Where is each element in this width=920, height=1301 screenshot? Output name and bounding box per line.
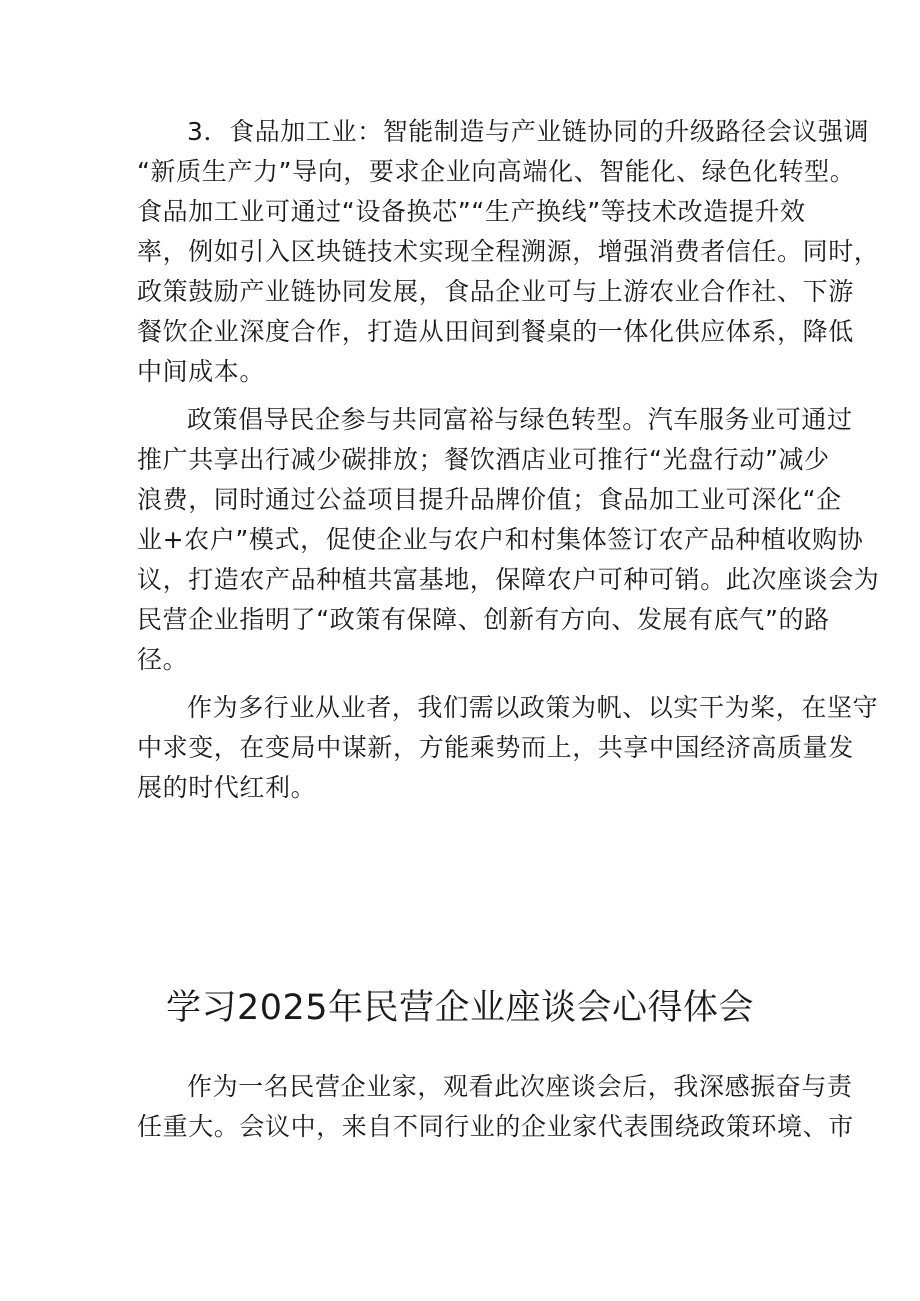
body-text — [137, 112, 880, 808]
text-line: 展的时代红利。 — [137, 773, 317, 802]
paragraph-gap — [137, 680, 791, 688]
text-line: 中求变，在变局中谋新，方能乘势而上，共享中国经济高质量发 — [137, 733, 854, 762]
text-line: 政策鼓励产业链协同发展，食品企业可与上游农业合作社、下游 — [137, 277, 854, 306]
body-text-continued — [137, 1067, 854, 1147]
text-line: 径。 — [137, 645, 189, 674]
text-line: “新质生产力”导向，要求企业向高端化、智能化、绿色化转型。 — [137, 157, 856, 186]
text-line: 业+农户”模式，促使企业与农户和村集体签订农产品种植收购协 — [137, 525, 864, 554]
paragraph-conclusion — [137, 688, 879, 808]
section-heading: 学习2025年民营企业座谈会心得体会 — [165, 988, 755, 1028]
text-line: 任重大。会议中，来自不同行业的企业家代表围绕政策环境、市 — [137, 1112, 854, 1141]
paragraph-intro — [137, 1067, 854, 1147]
text-line: 民营企业指明了“政策有保障、创新有方向、发展有底气”的路 — [137, 605, 830, 634]
paragraph-green-transformation — [137, 400, 880, 680]
text-line: 政策倡导民企参与共同富裕与绿色转型。汽车服务业可通过 — [187, 405, 853, 434]
text-line: 议，打造农产品种植共富基地，保障农户可种可销。此次座谈会为 — [137, 565, 880, 594]
text-line: 3．食品加工业：智能制造与产业链协同的升级路径会议强调 — [187, 117, 870, 146]
text-line: 作为多行业从业者，我们需以政策为帆、以实干为桨，在坚守 — [187, 693, 879, 722]
text-line: 中间成本。 — [137, 357, 266, 386]
text-line: 率，例如引入区块链技术实现全程溯源，增强消费者信任。同时， — [137, 237, 880, 266]
paragraph-food-processing — [137, 112, 880, 392]
text-line: 作为一名民营企业家，观看此次座谈会后，我深感振奋与责 — [187, 1072, 853, 1101]
text-line: 餐饮企业深度合作，打造从田间到餐桌的一体化供应体系，降低 — [137, 317, 854, 346]
text-line: 浪费，同时通过公益项目提升品牌价值；食品加工业可深化“企 — [137, 485, 842, 514]
text-line: 食品加工业可通过“设备换芯”“生产换线”等技术改造提升效 — [137, 197, 806, 226]
paragraph-gap — [137, 392, 791, 400]
text-line: 推广共享出行减少碳排放；餐饮酒店业可推行“光盘行动”减少 — [137, 445, 830, 474]
